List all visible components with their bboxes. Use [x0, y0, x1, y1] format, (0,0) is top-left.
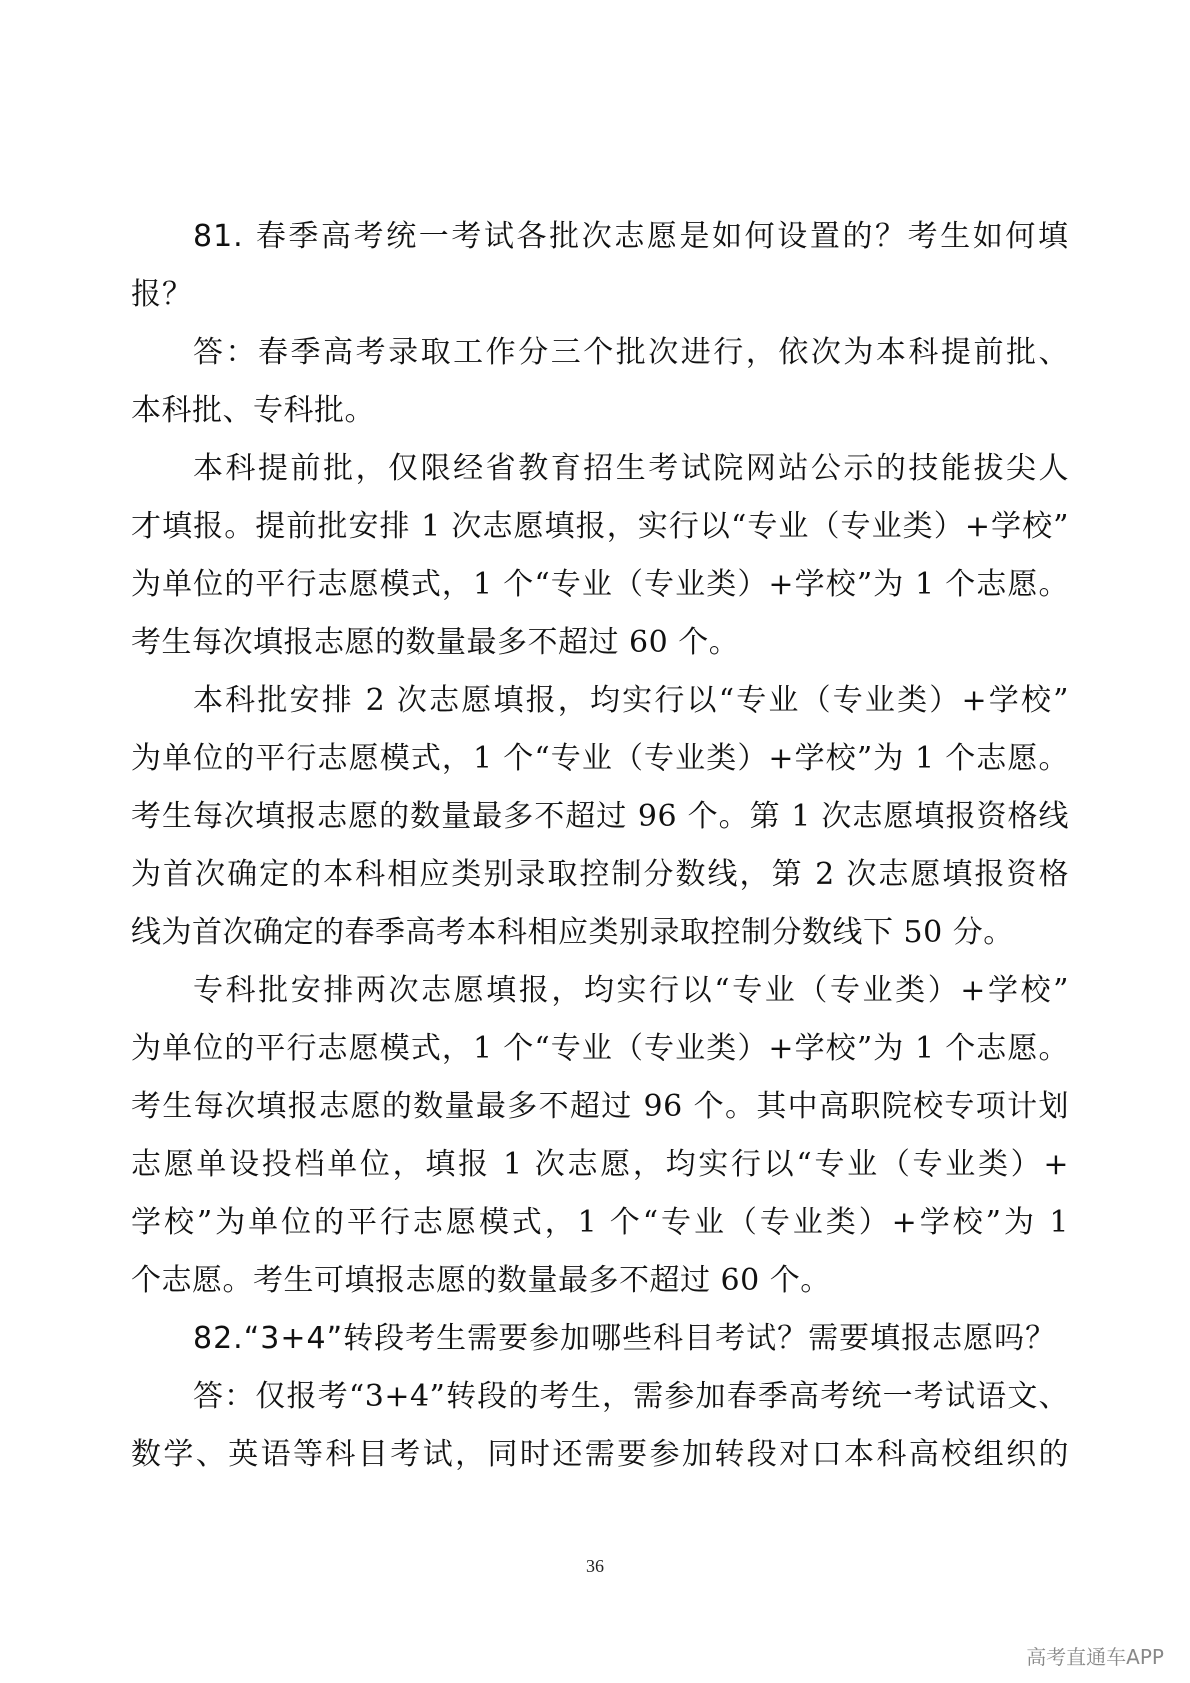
paragraph-line: 考生每次填报志愿的数量最多不超过 96 个。第 1 次志愿填报资格线: [131, 799, 1069, 834]
watermark-text: 高考直通车APP: [1026, 1645, 1164, 1669]
paragraph-line: 线为首次确定的春季高考本科相应类别录取控制分数线下 50 分。: [131, 915, 1014, 950]
paragraph-line: 本科批安排 2 次志愿填报，均实行以“专业（专业类）+学校”: [193, 683, 1069, 718]
question-82: 82.“3+4”转段考生需要参加哪些科目考试？需要填报志愿吗？: [193, 1321, 1057, 1356]
paragraph-line: 考生每次填报志愿的数量最多不超过 96 个。其中高职院校专项计划: [131, 1089, 1069, 1124]
page-number: 36: [586, 1556, 604, 1576]
paragraph-line: 志愿单设投档单位，填报 1 次志愿，均实行以“专业（专业类）+: [131, 1147, 1069, 1182]
paragraph-line: 才填报。提前批安排 1 次志愿填报，实行以“专业（专业类）+学校”: [131, 509, 1069, 544]
answer-82-line-2: 数学、英语等科目考试，同时还需要参加转段对口本科高校组织的: [131, 1437, 1069, 1472]
answer-82-line-1: 答：仅报考“3+4”转段的考生，需参加春季高考统一考试语文、: [193, 1379, 1069, 1414]
document-body: [131, 208, 1069, 1484]
paragraph-line: 为单位的平行志愿模式，1 个“专业（专业类）+学校”为 1 个志愿。: [131, 741, 1069, 776]
answer-81-line-1: 答：春季高考录取工作分三个批次进行，依次为本科提前批、: [193, 335, 1069, 370]
paragraph-line: 考生每次填报志愿的数量最多不超过 60 个。: [131, 625, 740, 660]
paragraph-line: 本科提前批，仅限经省教育招生考试院网站公示的技能拔尖人: [193, 451, 1069, 486]
answer-81-line-2: 本科批、专科批。: [131, 393, 375, 428]
paragraph-line: 为首次确定的本科相应类别录取控制分数线，第 2 次志愿填报资格: [131, 857, 1069, 892]
paragraph-line: 为单位的平行志愿模式，1 个“专业（专业类）+学校”为 1 个志愿。: [131, 567, 1069, 602]
paragraph-line: 专科批安排两次志愿填报，均实行以“专业（专业类）+学校”: [193, 973, 1069, 1008]
question-81-line-2: 报？: [131, 277, 193, 312]
paragraph-line: 为单位的平行志愿模式，1 个“专业（专业类）+学校”为 1 个志愿。: [131, 1031, 1069, 1066]
paragraph-line: 个志愿。考生可填报志愿的数量最多不超过 60 个。: [131, 1263, 831, 1298]
question-81-line-1: 81. 春季高考统一考试各批次志愿是如何设置的？考生如何填: [193, 219, 1069, 254]
paragraph-line: 学校”为单位的平行志愿模式，1 个“专业（专业类）+学校”为 1: [131, 1205, 1069, 1240]
